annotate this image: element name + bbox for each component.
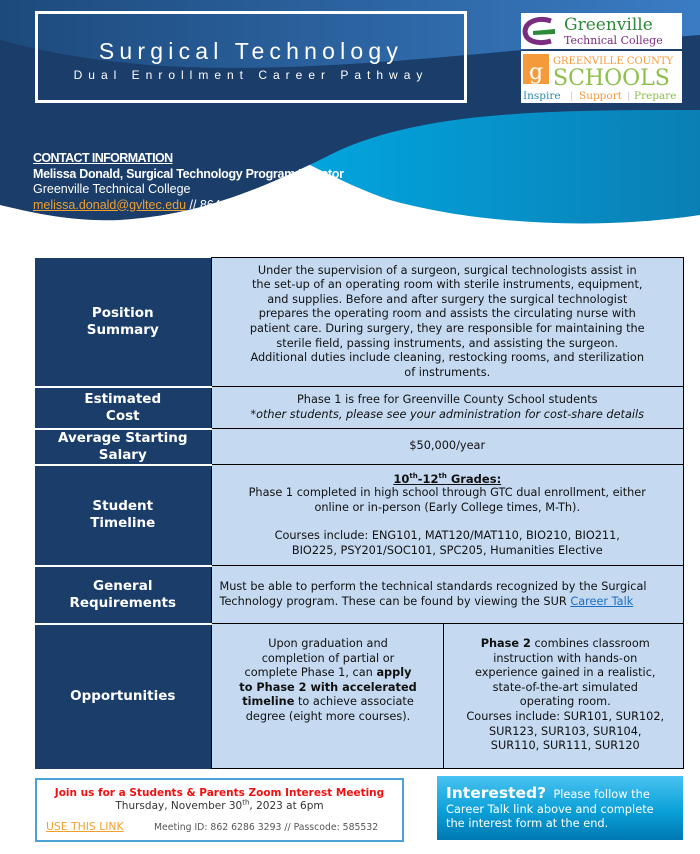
row-position-summary — [35, 258, 684, 387]
contact-info — [33, 151, 344, 213]
row-timeline — [35, 465, 684, 566]
zoom-meeting-date: Thursday, November 30th, 2023 at 6pm — [115, 798, 324, 812]
label-timeline: Student Timeline — [35, 465, 211, 566]
contact-email-link[interactable]: melissa.donald@gvltec.edu — [33, 197, 187, 212]
opportunities-right: Phase 2 combines classroom instruction with hands-on experience gained in a realistic, state-of-the-art simulated operating room. Courses include: SUR101, SUR102, SUR123, SUR103, SUR104, SUR110, SUR111, SUR120 — [466, 637, 665, 753]
interested-text3: the interest form at the end. — [446, 816, 609, 830]
zoom-meeting-title: Join us for a Students & Parents Zoom Interest Meeting — [54, 787, 385, 799]
info-table — [35, 257, 684, 769]
gtc-logo-line1: Greenville — [564, 15, 653, 35]
label-estimated-cost: Estimated Cost — [35, 387, 211, 429]
row-estimated-cost — [35, 387, 684, 429]
value-estimated-cost: Phase 1 is free for Greenville County School students *other students, please see your administration for cost-share details — [211, 387, 684, 429]
gcs-tag-prepare: Prepare — [634, 90, 677, 102]
gtc-logo-line2: Technical College — [564, 34, 663, 47]
value-timeline: 10th-12th Grades: Phase 1 completed in high school through GTC dual enrollment, either online or in-person (Early College times, M-Th). Courses include: ENG101, MAT120/MAT110, BIO210, BIO211, BIO225, PSY201/SOC101, SPC205, Humanities Elective — [211, 465, 684, 566]
label-opportunities: Opportunities — [35, 624, 211, 769]
title-box — [35, 11, 467, 103]
value-requirements: Must be able to perform the technical standards recognized by the Surgical Technology program. These can be found by viewing the SUR Career Talk — [211, 566, 684, 624]
gcs-logo-line2: SCHOOLS — [553, 66, 670, 91]
gcs-sep: | — [570, 91, 574, 102]
gcs-logo-line1: GREENVILLE COUNTY — [553, 56, 674, 67]
label-salary: Average Starting Salary — [35, 429, 211, 465]
gcs-tag-inspire: Inspire — [523, 90, 561, 102]
career-talk-link[interactable]: Career Talk — [570, 594, 634, 608]
contact-org: Greenville Technical College — [33, 182, 191, 196]
page-subtitle: Dual Enrollment Career Pathway — [73, 68, 429, 82]
contact-phone: // 864-250-8565 — [186, 197, 278, 212]
contact-name: Melissa Donald, Surgical Technology Program Director — [33, 166, 344, 181]
gcs-logo-graphic — [521, 51, 682, 103]
gcs-tag-support: Support — [579, 90, 622, 102]
value-salary: $50,000/year — [211, 429, 684, 465]
interested-title: Interested? — [446, 784, 547, 802]
row-salary — [35, 429, 684, 465]
interested-callout — [437, 776, 683, 840]
contact-heading: CONTACT INFORMATION — [33, 151, 173, 165]
gcs-sep: | — [627, 91, 631, 102]
interested-text1: Please follow the — [546, 787, 650, 801]
grades-heading: 10th-12th Grades: — [393, 471, 502, 486]
zoom-meeting-box — [35, 778, 404, 842]
value-position-summary: Under the supervision of a surgeon, surgical technologists assist in the set-up of an operating room with sterile instruments, equipment, and supplies. Before and after surgery the surgical technologist prepares the operating room and assists the circulating nurse with patient care. During surgery, they are responsible for maintaining the sterile field, passing instruments, and assisting the surgeon. Additional duties include cleaning, restocking rooms, and sterilization of instruments. — [211, 258, 684, 387]
gcs-g-mark: g — [529, 60, 544, 85]
gtc-logo — [521, 13, 682, 49]
label-position-summary: Position Summary — [35, 258, 211, 387]
page-title: Surgical Technology — [98, 38, 404, 64]
opportunities-left: Upon graduation and completion of partial or complete Phase 1, can apply to Phase 2 with accelerated timeline to achieve associate degree (eight more courses). — [212, 624, 444, 768]
zoom-meeting-id: Meeting ID: 862 6286 3293 // Passcode: 585532 — [154, 822, 379, 833]
row-requirements — [35, 566, 684, 624]
value-opportunities — [211, 624, 684, 769]
gcs-logo — [521, 51, 682, 103]
interested-text2: Career Talk link above and complete — [446, 801, 654, 816]
label-requirements: General Requirements — [35, 566, 211, 624]
use-this-link[interactable]: USE THIS LINK — [46, 820, 124, 833]
gtc-swoosh-icon — [521, 13, 682, 49]
row-opportunities — [35, 624, 684, 769]
